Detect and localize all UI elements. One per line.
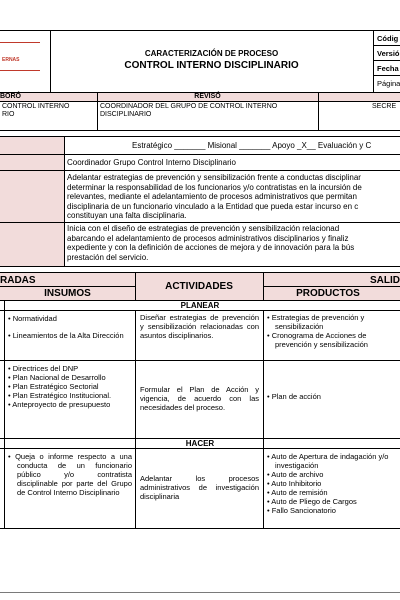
entradas-header: RADAS	[0, 275, 36, 286]
productos-header: PRODUCTOS	[296, 288, 360, 299]
actividades-header: ACTIVIDADES	[165, 281, 233, 292]
salidas-header: SALID	[370, 275, 400, 286]
codigo-label: Códig	[377, 34, 399, 43]
list-item: • Normatividad	[8, 314, 57, 323]
insumos-header: INSUMOS	[44, 288, 91, 299]
fecha-label: Fecha	[377, 64, 399, 73]
reviso-header: REVISÓ	[194, 93, 221, 100]
section-hacer: HACER	[185, 439, 215, 448]
process-leader: Coordinador Grupo Control Interno Disciplinario	[67, 158, 236, 167]
table-row: • Directrices del DNP • Plan Nacional de Desarrollo • Plan Estratégico Sectorial • Plan Estratégico Institucional. • Anteproyecto de presupuesto	[8, 364, 112, 409]
actividad-cell: Formular el Plan de Acción y vigencia, de acuerdo con las necesidades del proceso.	[140, 385, 259, 412]
list-item: • Lineamientos de la Alta Dirección	[8, 331, 124, 340]
section-planear: PLANEAR	[180, 301, 220, 310]
reviso-value: COORDINADOR DEL GRUPO DE CONTROL INTERNO DISCIPLINARIO	[100, 103, 278, 118]
page-title: CONTROL INTERNO DISCIPLINARIO	[124, 60, 299, 71]
process-label: CARACTERIZACIÓN DE PROCESO	[144, 49, 279, 58]
elaboro-header: BORÓ	[0, 93, 21, 100]
productos-cell: • Estrategias de prevención y sensibilización • Cronograma de Acciones de prevención y sensibilización	[267, 313, 368, 349]
process-objective: Adelantar estrategias de prevención y sensibilización frente a conductas disciplinar determinar la responsabilidad de los funcionarios y/o contratistas en la incursión de relevantes, mediante el adelantamiento de procesos administrativos que permitan disciplinaria de un funcionario vinculado a la Entidad que pueda estar incurso en c constituyan una falta disciplinaria.	[67, 173, 362, 221]
elaboro-value: CONTROL INTERNO RIO	[2, 103, 70, 118]
productos-cell: • Auto de Apertura de indagación y/o investigación • Auto de archivo • Auto Inhibitorio • Auto de remisión • Auto de Pliego de Cargos • Fallo Sancionatorio	[267, 452, 389, 515]
productos-cell: • Plan de acción	[267, 392, 321, 401]
third-approver: SECRE	[372, 103, 397, 110]
logo	[0, 42, 48, 72]
table-row	[8, 314, 132, 359]
pagina-label: Página	[377, 79, 400, 88]
actividad-cell: Adelantar los procesos administrativos de investigación disciplinaria	[140, 474, 259, 501]
logo-text: ERNAS	[2, 57, 20, 63]
table-row: • Queja o informe respecto a una conducta de un funcionario público y/o contratista disciplinable por parte del Grupo de Control Interno Disciplinario	[8, 452, 132, 497]
actividad-cell: Diseñar estrategias de prevención y sensibilización relacionadas con asuntos disciplinarios.	[140, 313, 259, 340]
process-classification: Estratégico _______ Misional _______ Apoyo _X__ Evaluación y C	[132, 141, 372, 150]
version-label: Versió	[377, 49, 400, 58]
process-scope: Inicia con el diseño de estrategias de prevención y sensibilización relacionad abarcando el adelantamiento de procesos administrativos disciplinarios y finaliz expediente y con la definición de acciones de mejora y de innovación para la bús prestación del servicio.	[67, 224, 355, 262]
